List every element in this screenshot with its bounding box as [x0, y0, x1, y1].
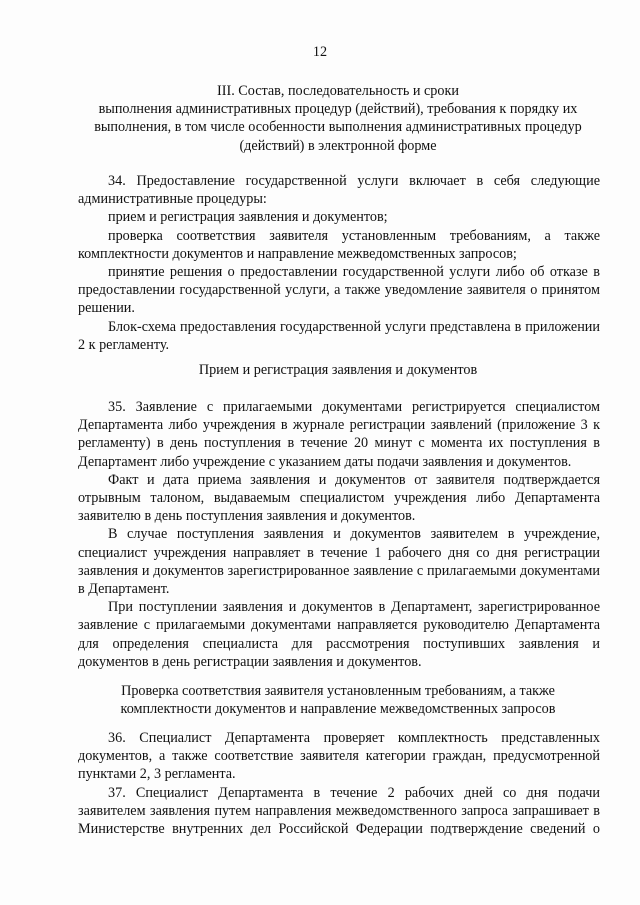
paragraph-35: 35. Заявление с прилагаемыми документами регистрируется специалистом Департамента либо учреждения в журнале регистрации заявлений (приложение 3 к регламенту) в день поступления в течение 20 минут с момента их поступления в Департамент либо учреждение с указанием даты подачи заявления и документов.: [78, 399, 600, 470]
page-number: 12: [312, 44, 328, 60]
section-block-reception: [78, 398, 600, 671]
section-heading: [78, 82, 598, 155]
paragraph: В случае поступления заявления и документов заявителем в учреждение, специалист учреждения направляет в течение 1 рабочего дня со дня регистрации заявления и документов зарегистрированное заявление с прилагаемыми документами в Департамент.: [78, 526, 600, 598]
section-block-procedures: [78, 172, 600, 354]
section-heading-line: выполнения административных процедур (действий), требования к порядку их: [98, 101, 578, 118]
procedure-item: проверка соответствия заявителя установленным требованиям, а также комплектности документов и направление межведомственных запросов;: [78, 227, 600, 262]
procedure-item: прием и регистрация заявления и документов;: [108, 209, 388, 226]
paragraph-flowchart: Блок-схема предоставления государственной услуги представлена в приложении 2 к регламенту.: [78, 318, 600, 353]
paragraph-37: 37. Специалист Департамента в течение 2 рабочих дней со дня подачи заявителем заявления путем направления межведомственного запроса запрашивает в Министерстве внутренних дел Российской Федерации подтверждение сведений о: [78, 784, 600, 838]
section-block-verification: [78, 729, 600, 838]
paragraph: Факт и дата приема заявления и документов от заявителя подтверждается отрывным талоном, выдаваемым специалистом учреждения либо Департамента заявителю в день поступления заявления и документов.: [78, 471, 600, 525]
section-heading-line: III. Состав, последовательность и сроки: [217, 83, 459, 99]
subheading-verification: [78, 682, 598, 718]
subheading-line: комплектности документов и направление межведомственных запросов: [120, 701, 556, 718]
paragraph-36: 36. Специалист Департамента проверяет комплектность представленных документов, а также соответствие заявителя категории граждан, предусмотренной пунктами 2, 3 регламента.: [78, 730, 600, 783]
subheading-reception: Прием и регистрация заявления и документов: [198, 362, 478, 378]
procedure-item: принятие решения о предоставлении государственной услуги либо об отказе в предоставлении государственной услуги, а также уведомление заявителя о принятом решении.: [78, 264, 600, 317]
paragraph-34: 34. Предоставление государственной услуги включает в себя следующие административные процедуры:: [78, 173, 600, 208]
section-heading-line: выполнения, в том числе особенности выполнения административных процедур: [94, 119, 582, 136]
section-heading-line: (действий) в электронной форме: [239, 137, 437, 154]
paragraph: При поступлении заявления и документов в Департамент, зарегистрированное заявление с прилагаемыми документами направляется руководителю Департамента для определения специалиста для рассмотрения поступивших заявления и документов в день регистрации заявления и документов.: [78, 599, 600, 670]
subheading-line: Проверка соответствия заявителя установленным требованиям, а также: [121, 683, 555, 699]
